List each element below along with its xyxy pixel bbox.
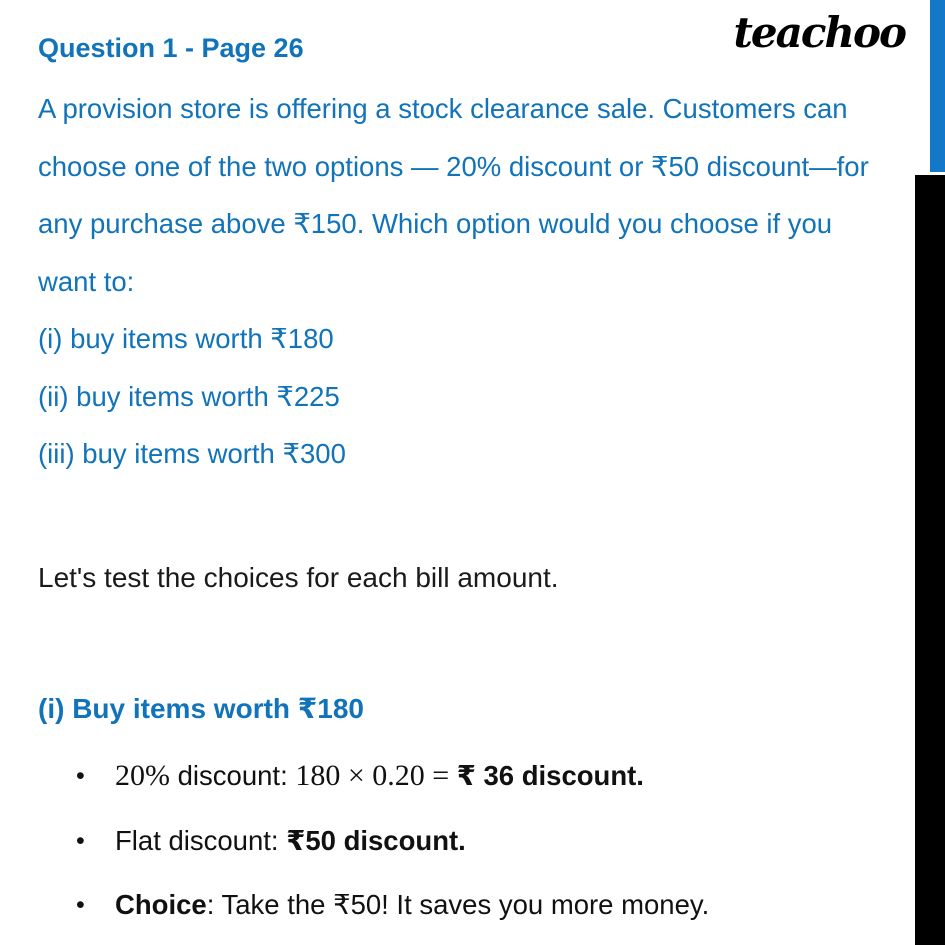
percent-value: 20% — [115, 759, 170, 792]
bullet-choice — [38, 873, 709, 938]
teachoo-logo: teachoo — [733, 8, 905, 57]
question-part-i: (i) buy items worth ₹180 — [38, 323, 334, 354]
question-line-2: choose one of the two options — 20% discount or ₹50 discount—for — [38, 150, 869, 182]
question-part-ii: (ii) buy items worth ₹225 — [38, 380, 340, 412]
choice-text: : Take the ₹50! It saves you more money. — [206, 889, 710, 920]
question-text — [38, 80, 869, 483]
question-line-3: any purchase above ₹150. Which option would you choose if you — [38, 208, 833, 239]
section-heading-part-i: (i) Buy items worth ₹180 — [38, 693, 364, 724]
black-edge-bar — [915, 175, 945, 945]
question-line-4: want to: — [38, 265, 135, 297]
question-part-iii: (iii) buy items worth ₹300 — [38, 438, 346, 469]
choice-label: Choice — [115, 889, 207, 920]
bullet-icon: • — [76, 762, 85, 790]
bullet-icon: • — [76, 891, 85, 919]
bullet-list — [38, 744, 709, 938]
flat-discount-label: Flat discount: — [115, 824, 287, 856]
page-title: Question 1 - Page 26 — [38, 33, 304, 63]
bullet-icon: • — [76, 826, 85, 855]
question-line-1: A provision store is offering a stock clearance sale. Customers can — [38, 93, 848, 124]
discount-equation: 180 × 0.20 = — [295, 759, 457, 792]
solution-intro: Let's test the choices for each bill amount. — [38, 562, 559, 593]
discount-result: ₹ 36 discount. — [456, 760, 644, 791]
bullet-percent-discount — [38, 744, 709, 809]
flat-discount-result: ₹50 discount. — [286, 824, 466, 856]
blue-edge-bar — [930, 0, 945, 172]
discount-label: discount: — [170, 760, 296, 791]
bullet-flat-discount — [38, 809, 709, 874]
